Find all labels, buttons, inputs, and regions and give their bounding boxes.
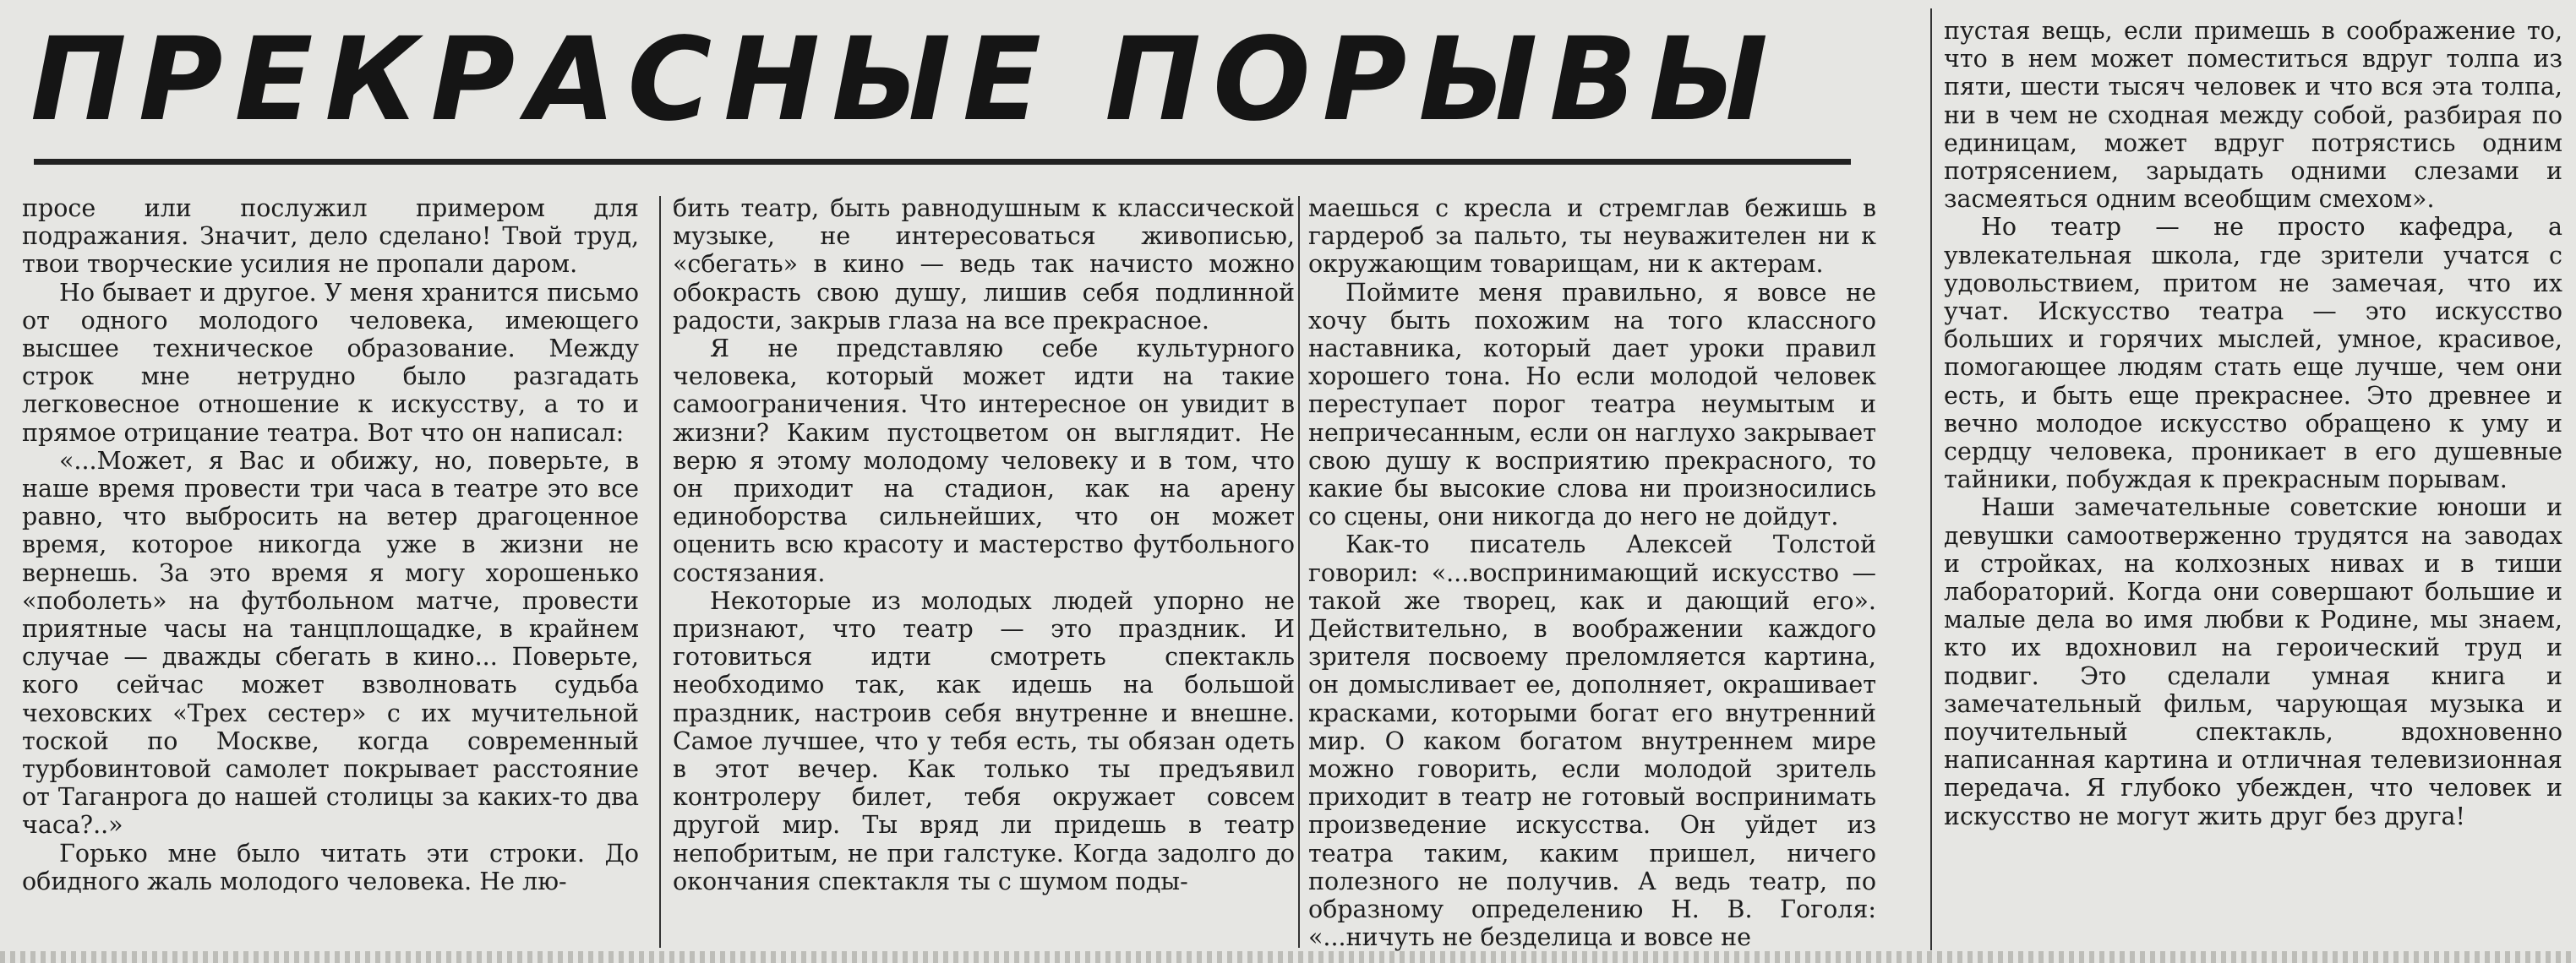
paragraph: Горько мне было читать эти строки. До обидного жаль молодого человека. Не лю-	[22, 839, 639, 895]
paragraph: Но бывает и другое. У меня хранится письмо от одного молодого человека, имеющего высшее техническое образование. Между строк мне нетрудно было разгадать легковесное отношение к искусству, а то и прямое отрицание театра. Вот что он написал:	[22, 278, 639, 447]
paragraph: пустая вещь, если примешь в соображение то, что в нем может поместиться вдруг толпа из пяти, шести тысяч человек и что вся эта толпа, ни в чем не сходная между собой, разбирая по единицам, может вдруг потрястись одним потрясением, зарыдать одними слезами и засмеяться одним всеобщим смехом».	[1944, 17, 2562, 214]
torn-paper-edge	[0, 951, 2576, 963]
paragraph: Но театр — не просто кафедра, а увлекательная школа, где зрители учатся с удовольствием, притом не замечая, что их учат. Искусство театра — это искусство больших и горячих мыслей, умное, красивое, помогающее людям стать еще лучше, чем они есть, и быть еще прекраснее. Это древнее и вечно молодое искусство обращено к уму и сердцу человека, проникает в его душевные тайники, побуждая к прекрасным порывам.	[1944, 213, 2562, 494]
paragraph: бить театр, быть равнодушным к классической музыке, не интересоваться живописью, «сбегать» в кино — ведь так начисто можно обокрасть свою душу, лишив себя подлинной радости, закрыв глаза на все прекрасное.	[673, 194, 1295, 335]
article-column-2	[673, 194, 1295, 955]
paragraph: Наши замечательные советские юноши и девушки самоотверженно трудятся на заводах и стройках, на колхозных нивах и в тиши лабораторий. Когда они совершают большие и малые дела во имя любви к Родине, мы знаем, кто их вдохновил на героический труд и подвиг. Это сделали умная книга и замечательный фильм, чарующая музыка и поучительный спектакль, вдохновенно написанная картина и отличная телевизионная передача. Я глубоко убежден, что человек и искусство не могут жить друг без друга!	[1944, 493, 2562, 830]
paragraph: Как-то писатель Алексей Толстой говорил: «...воспринимающий искусство — такой же творец, как и дающий его». Действительно, в воображении каждого зрителя посвоему преломляется картина, он домысливает ее, дополняет, окрашивает красками, которыми богат его внутренний мир. О каком богатом внутреннем мире можно говорить, если молодой зритель приходит в театр не готовый воспринимать произведение искусства. Он уйдет из театра таким, каким пришел, ничего полезного не получив. А ведь театр, по образному определению Н. В. Гоголя: «...ничуть не безделица и вовсе не	[1308, 530, 1876, 952]
paragraph: Я не представляю себе культурного человека, который может идти на такие самоограничения. Что интересное он увидит в жизни? Каким пустоцветом он выглядит. Не верю я этому молодому человеку и в том, что он приходит на стадион, как на арену единоборства сильнейших, что он может оценить всю красоту и мастерство футбольного состязания.	[673, 335, 1295, 587]
column-divider	[659, 196, 661, 948]
article-headline: ПРЕКРАСНЫЕ ПОРЫВЫ	[30, 14, 1780, 147]
paragraph: Поймите меня правильно, я вовсе не хочу быть похожим на того классного наставника, который дает уроки правил хорошего тона. Но если молодой человек переступает порог театра неумытым и непричесанным, если он наглухо закрывает свою душу к восприятию прекрасного, то какие бы высокие слова ни произносились со сцены, они никогда до него не дойдут.	[1308, 278, 1876, 531]
column-divider	[1930, 8, 1932, 950]
headline-rule	[34, 159, 1851, 165]
paragraph: просе или послужил примером для подражания. Значит, дело сделано! Твой труд, твои творческие усилия не пропали даром.	[22, 194, 639, 279]
paragraph: маешься с кресла и стремглав бежишь в гардероб за пальто, ты неуважителен ни к окружающим товарищам, ни к актерам.	[1308, 194, 1876, 279]
column-divider	[1298, 196, 1300, 948]
article-column-1	[22, 194, 639, 955]
paragraph: «...Может, я Вас и обижу, но, поверьте, в наше время провести три часа в театре это все равно, что выбросить на ветер драгоценное время, которое никогда уже в жизни не вернешь. За это время я могу хорошенько «поболеть» на футбольном матче, провести приятные часы на танцплощадке, в крайнем случае — дважды сбегать в кино... Поверьте, кого сейчас может взволновать судьба чеховских «Трех сестер» с их мучительной тоской по Москве, когда современный турбовинтовой самолет покрывает расстояние от Таганрога до нашей столицы за каких-то два часа?..»	[22, 446, 639, 840]
article-column-3	[1308, 194, 1876, 955]
paragraph: Некоторые из молодых людей упорно не признают, что театр — это праздник. И готовиться идти смотреть спектакль необходимо так, как идешь на большой праздник, настроив себя внутренне и внешне. Самое лучшее, что у тебя есть, ты обязан одеть в этот вечер. Как только ты предъявил контролеру билет, тебя окружает совсем другой мир. Ты вряд ли придешь в театр непобритым, не при галстуке. Когда задолго до окончания спектакля ты с шумом поды-	[673, 586, 1295, 895]
article-column-4	[1944, 17, 2562, 946]
